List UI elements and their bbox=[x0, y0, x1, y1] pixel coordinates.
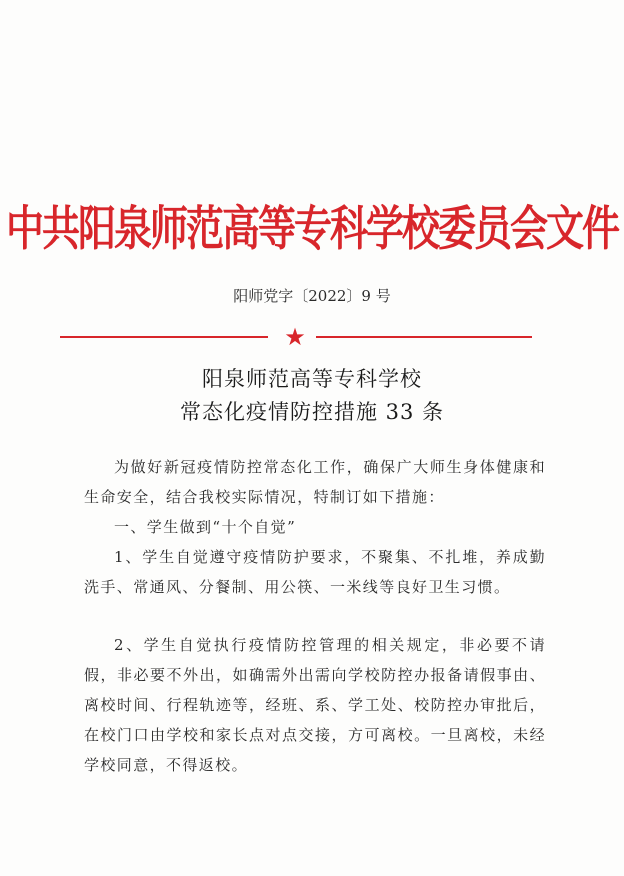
item2-paragraph bbox=[84, 630, 546, 780]
main-title-line1: 阳泉师范高等专科学校 bbox=[202, 367, 422, 391]
section1-heading-text: 一、学生做到“十个自觉” bbox=[114, 518, 297, 536]
intro-text: 为做好新冠疫情防控常态化工作，确保广大师生身体健康和生命安全，结合我校实际情况，特制订如下措施： bbox=[84, 458, 546, 506]
document-number: 阳师党字〔2022〕9 号 bbox=[233, 287, 391, 305]
document-header-title: 中共阳泉师范高等专科学校委员会文件 bbox=[5, 199, 618, 256]
star-icon: ★ bbox=[284, 323, 306, 351]
section1-heading bbox=[84, 512, 546, 542]
item2-text: 2、学生自觉执行疫情防控管理的相关规定，非必要不请假，非必要不外出，如确需外出需向学校防控办报备请假事由、离校时间、行程轨迹等，经班、系、学工处、校防控办审批后，在校门口由学校和家长点对点交接，方可离校。一旦离校，未经学校同意，不得返校。 bbox=[84, 636, 546, 774]
red-divider-left bbox=[60, 336, 268, 338]
red-divider-right bbox=[316, 336, 532, 338]
item1-text: 1、学生自觉遵守疫情防护要求，不聚集、不扎堆，养成勤洗手、常通风、分餐制、用公筷、一米线等良好卫生习惯。 bbox=[84, 548, 546, 596]
intro-paragraph bbox=[84, 452, 546, 512]
main-title-line2: 常态化疫情防控措施 33 条 bbox=[179, 400, 445, 424]
item1-paragraph bbox=[84, 542, 546, 602]
